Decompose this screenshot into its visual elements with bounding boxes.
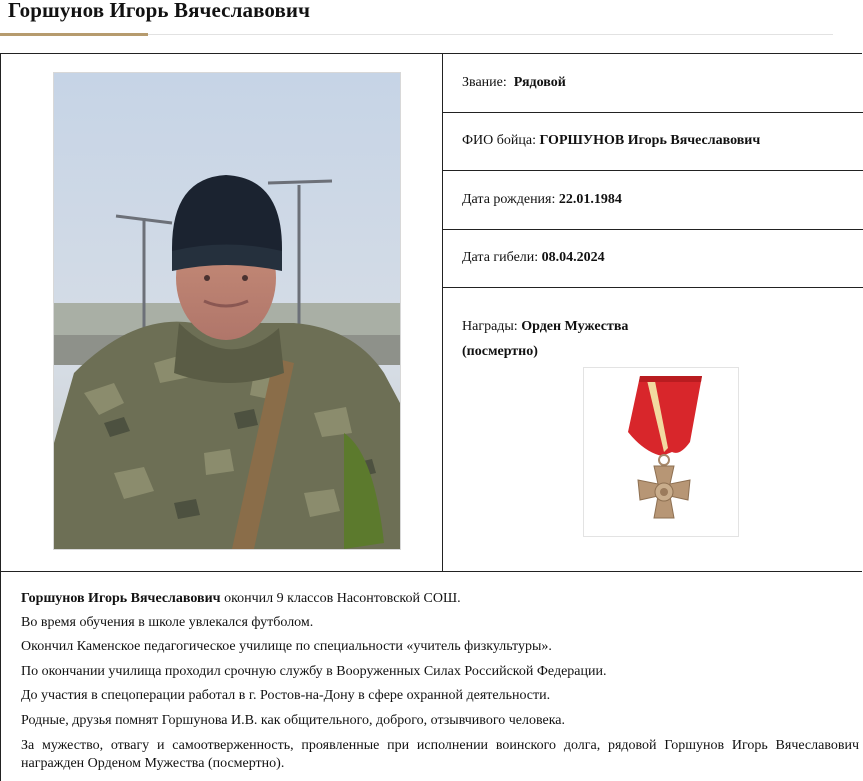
bio-paragraph-6: Родные, друзья помнят Горшунова И.В. как общительного, доброго, отзывчивого человека. [21,713,565,728]
bio-paragraph-2: Во время обучения в школе увлекался футболом. [21,615,314,630]
death-date-value: 08.04.2024 [541,250,605,265]
birth-date-field [443,171,863,230]
awards-note: (посмертно) [462,344,538,359]
page-title: Горшунов Игорь Вячеславович [8,0,311,22]
awards-label: Награды: [462,319,518,334]
bio-name: Горшунов Игорь Вячеславович [21,591,221,606]
death-date-label: Дата гибели: [462,250,539,265]
awards-field [462,314,722,364]
order-of-courage-medal-image [583,367,739,537]
biography-section [0,571,863,781]
profile-card [0,53,862,572]
name-field [443,113,863,171]
awards-value: Орден Мужества [521,319,629,334]
title-accent-bar [0,33,148,36]
bio-paragraph-3: Окончил Каменское педагогическое училище по специальности «учитель физкультуры». [21,639,552,654]
bio-paragraph-4: По окончании училища проходил срочную службу в Вооруженных Силах Российской Федерации. [21,664,607,679]
bio-paragraph-5: До участия в спецоперации работал в г. Ростов-на-Дону в сфере охранной деятельности. [21,688,551,703]
rank-value: Рядовой [513,75,566,90]
death-date-field [443,230,863,288]
portrait-photo [53,72,401,550]
name-label: ФИО бойца: [462,133,536,148]
birth-date-label: Дата рождения: [462,192,556,207]
rank-field [443,54,863,113]
birth-date-value: 22.01.1984 [558,192,622,207]
bio-paragraph-7: За мужество, отвагу и самоотверженность, проявленные при исполнении воинского долга, рядовой Горшунов Игорь Вячеславович награжден Орденом Мужества (посмертно). [21,738,859,771]
bio-paragraph-1 [21,590,859,608]
name-value: ГОРШУНОВ Игорь Вячеславович [539,133,761,148]
bio-line-1: окончил 9 классов Насонтовской СОШ. [224,591,461,606]
rank-label: Звание: [462,75,507,90]
